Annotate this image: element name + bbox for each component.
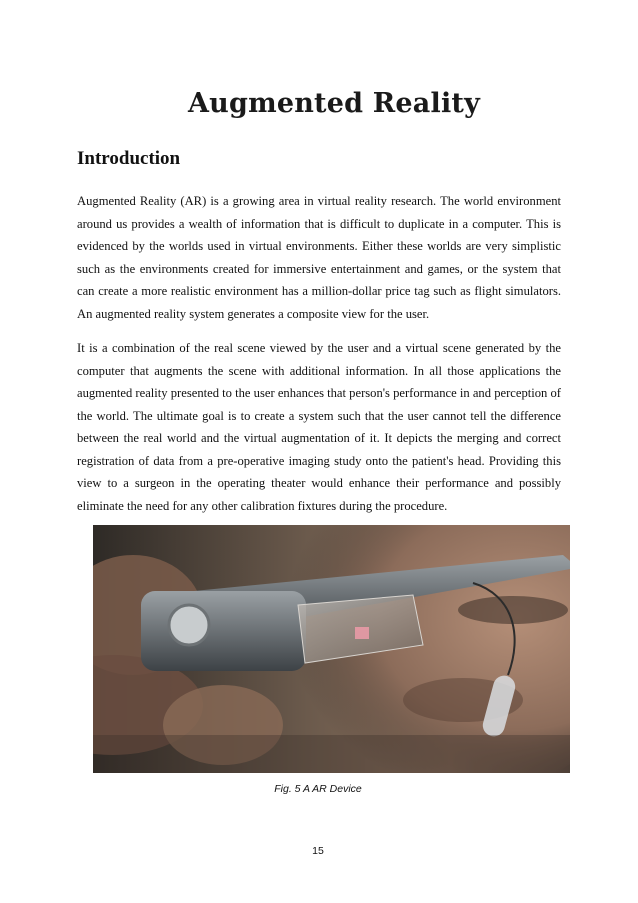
page-number: 15 [312,845,324,857]
paragraph-1: Augmented Reality (AR) is a growing area in virtual reality research. The world environment around us provides a wealth of information that is difficult to duplicate in a computer. This is evidenced by the worlds used in virtual environments. Either these worlds are very simplistic such as the environments created for immersive entertainment and games, or the system that can create a more realistic environment has a million-dollar price tag such as flight simulators. An augmented reality system generates a composite view for the user. [77,194,561,321]
figure-caption: Fig. 5 A AR Device [274,783,362,795]
section-heading: Introduction [77,148,181,169]
ar-device-photo [93,525,570,773]
page-title: Augmented Reality [188,88,480,119]
paragraph-2: It is a combination of the real scene viewed by the user and a virtual scene generated by the computer that augments the scene with additional information. In all those applications the augmented reality presented to the user enhances that person's performance in and perception of the world. The ultimate goal is to create a system such that the user cannot tell the difference between the real world and the virtual augmentation of it. It depicts the merging and correct registration of data from a pre-operative imaging study onto the patient's head. Providing this view to a surgeon in the operating theater would enhance their performance and possibly eliminate the need for any other calibration fixtures during the procedure. [77,341,561,513]
